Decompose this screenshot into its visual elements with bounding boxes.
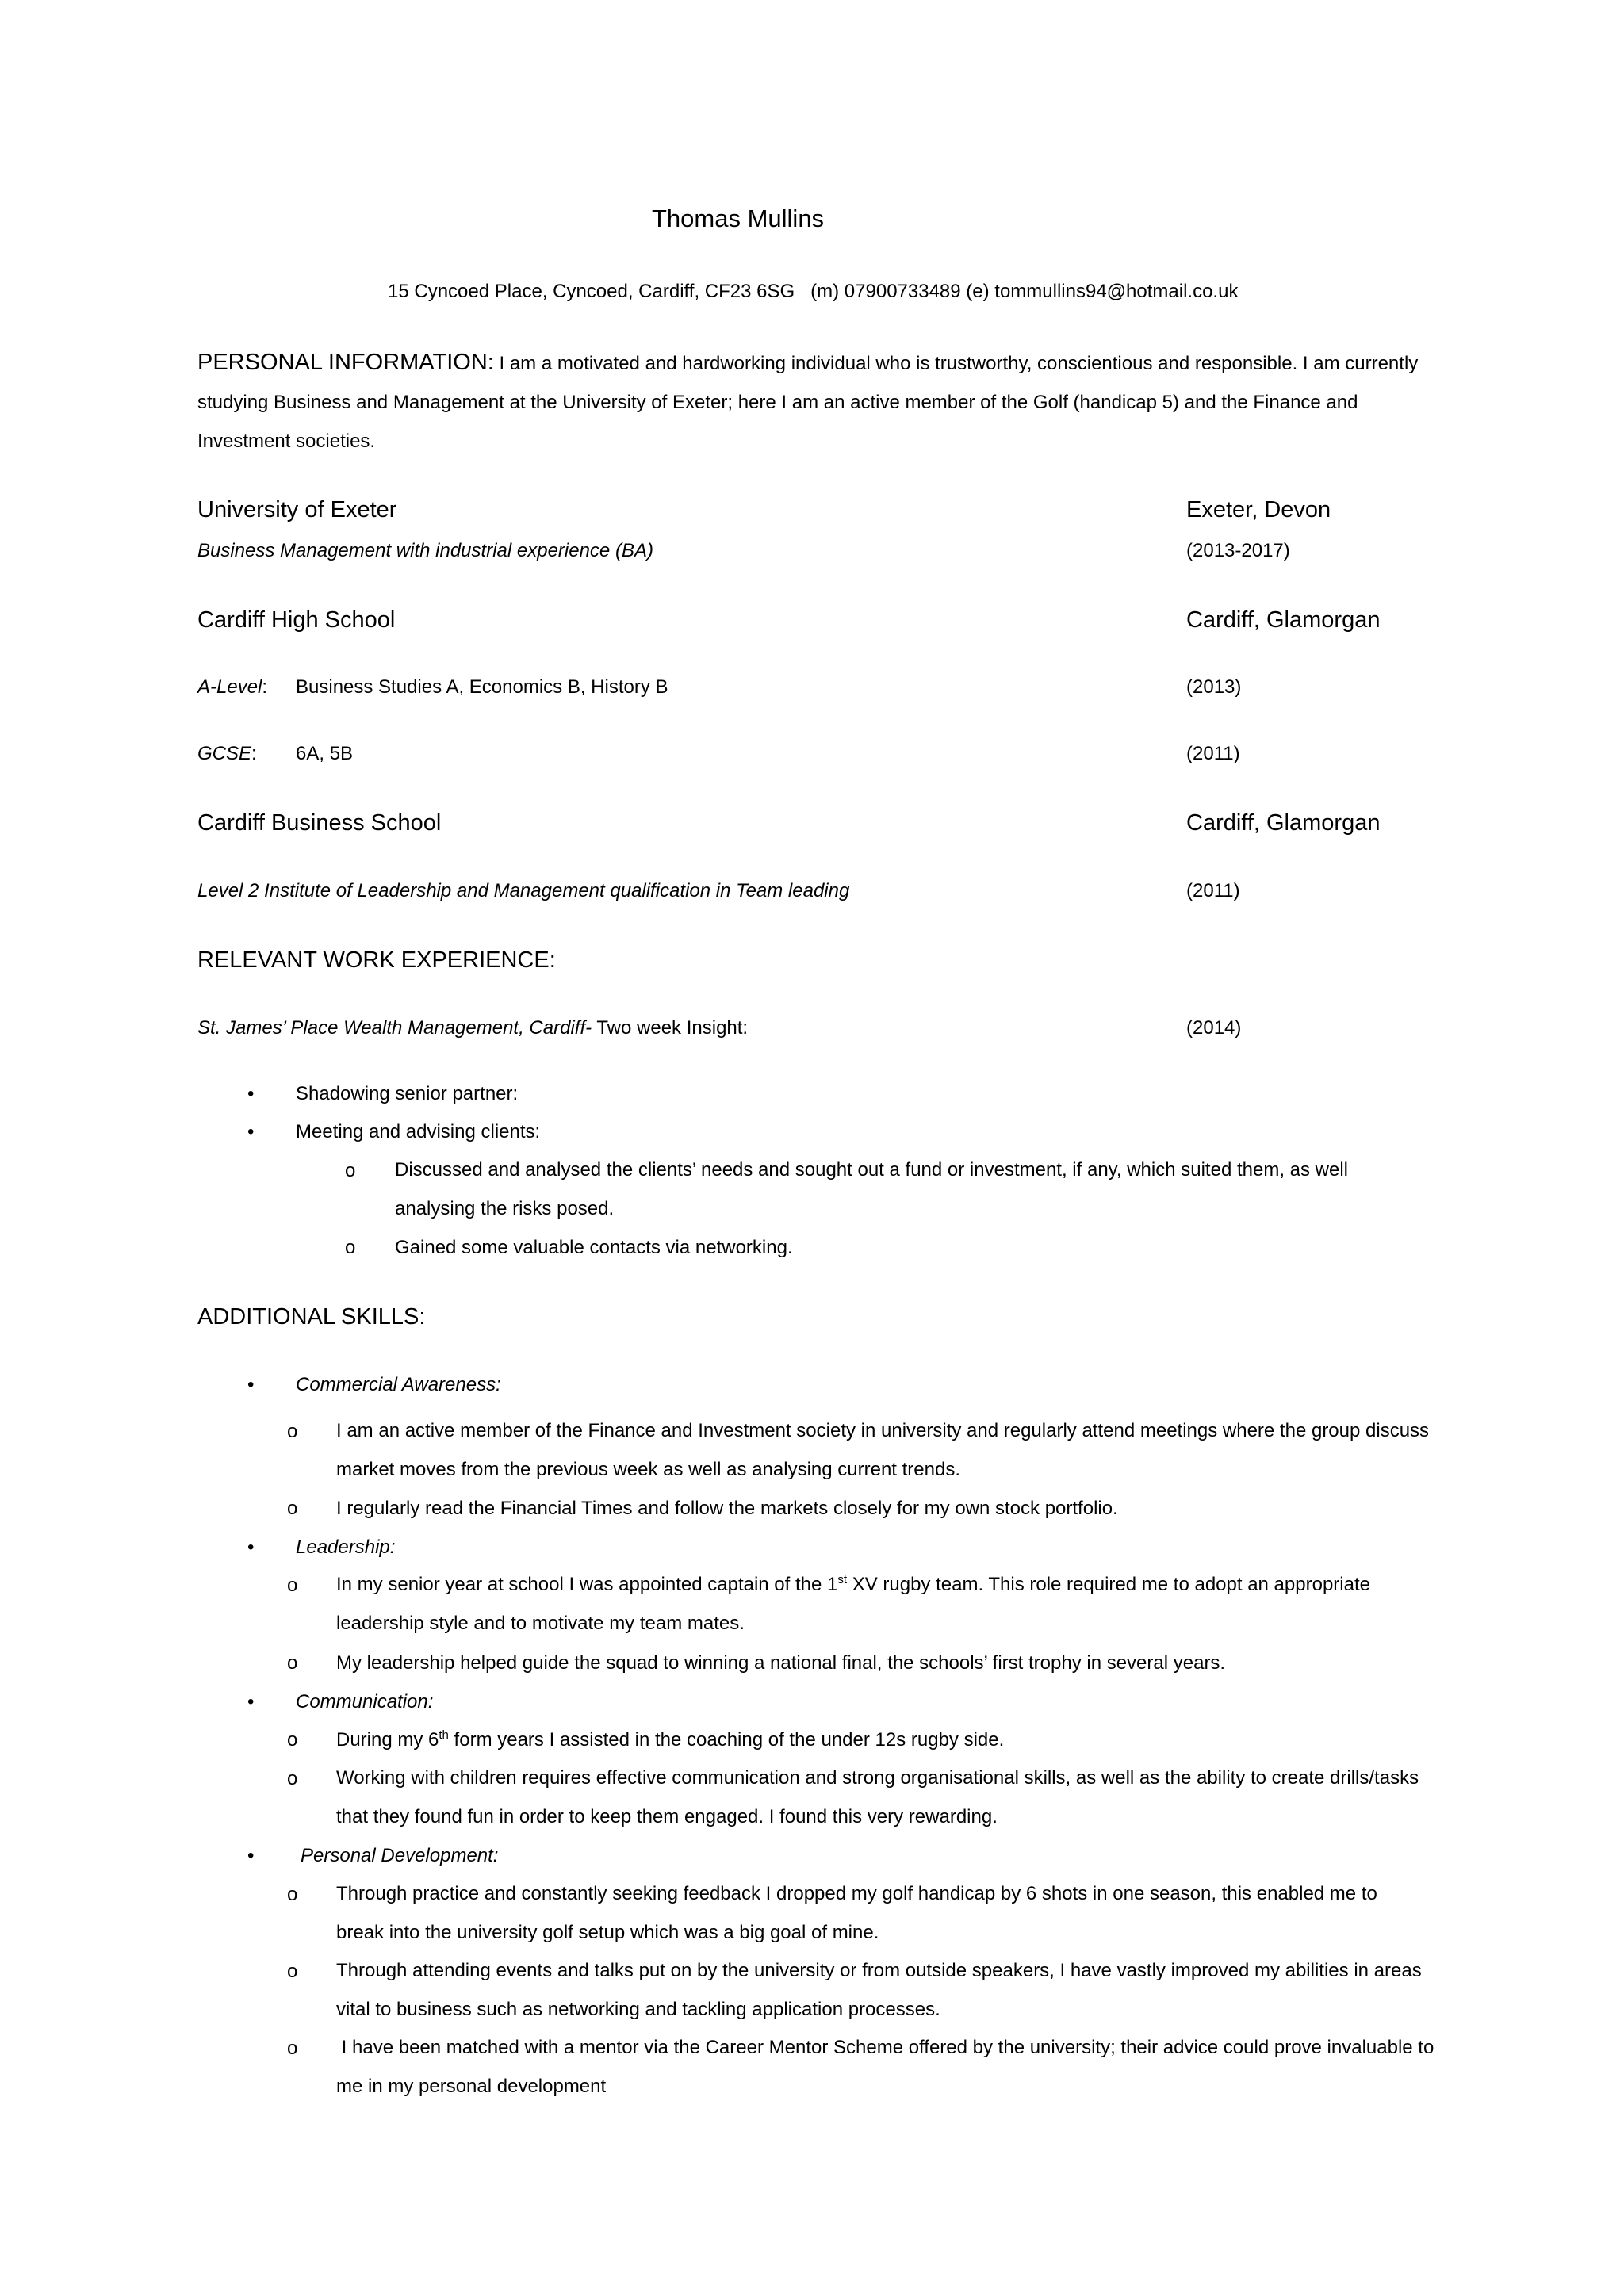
sub-bullet-marker: o <box>287 2038 298 2059</box>
high-school-location: Cardiff, Glamorgan <box>1186 607 1381 633</box>
business-school-location: Cardiff, Glamorgan <box>1186 810 1381 836</box>
sub-bullet-marker: o <box>287 1884 298 1905</box>
skill-commercial-label: Commercial Awareness: <box>296 1374 501 1395</box>
work-sub-discussed: Discussed and analysed the clients’ needs and sought out a fund or investment, if any, which suited them, as well analysing the risks posed. <box>395 1159 1349 1219</box>
bullet-marker: • <box>247 1121 255 1142</box>
work-sub-contacts: Gained some valuable contacts via networking. <box>395 1237 793 1258</box>
bullet-marker: • <box>247 1691 255 1712</box>
sub-bullet-marker: o <box>287 1575 298 1596</box>
alevel-label: A-Level: <box>197 676 268 698</box>
business-school-qualification: Level 2 Institute of Leadership and Management qualification in Team leading <box>197 880 850 901</box>
skill-communication-item2: Working with children requires effective communication and strong organisational skills, as well as the ability to create drills/tasks that they found fun in order to keep them engaged. I found this very rewarding. <box>336 1767 1419 1827</box>
contact-line: 15 Cyncoed Place, Cyncoed, Cardiff, CF23 6SG (m) 07900733489 (e) tommullins94@hotmail.co.uk <box>388 281 1239 302</box>
sub-bullet-marker: o <box>287 1729 298 1751</box>
gcse-year: (2011) <box>1186 743 1240 764</box>
personal-information-label: PERSONAL INFORMATION: <box>197 350 494 375</box>
business-school-year: (2011) <box>1186 880 1240 901</box>
skill-leadership-item1: In my senior year at school I was appointed captain of the 1st XV rugby team. This role required me to adopt an appropriate leadership style and to motivate my team mates. <box>336 1573 1370 1634</box>
sub-bullet-marker: o <box>287 1768 298 1789</box>
skill-communication-item1: During my 6th form years I assisted in the coaching of the under 12s rugby side. <box>336 1728 1005 1751</box>
skill-leadership-label: Leadership: <box>296 1536 396 1558</box>
work-role: Two week Insight: <box>592 1017 749 1039</box>
sub-bullet-marker: o <box>287 1498 298 1519</box>
skill-personal-dev-label: Personal Development: <box>301 1845 499 1866</box>
work-employer: St. James’ Place Wealth Management, Cardiff- <box>197 1017 592 1039</box>
sub-bullet-marker: o <box>345 1237 356 1258</box>
gcse-value: 6A, 5B <box>296 743 354 764</box>
skill-commercial-item1: I am an active member of the Finance and Investment society in university and regularly attend meetings where the group discuss market moves from the previous week as well as analysing current trends. <box>336 1420 1430 1480</box>
business-school-name: Cardiff Business School <box>197 810 442 836</box>
work-year: (2014) <box>1186 1017 1242 1039</box>
work-heading: RELEVANT WORK EXPERIENCE: <box>197 947 556 973</box>
skill-leadership-item2: My leadership helped guide the squad to winning a national final, the schools’ first trophy in several years. <box>336 1652 1226 1674</box>
alevel-value: Business Studies A, Economics B, History B <box>296 676 668 698</box>
bullet-marker: • <box>247 1845 255 1866</box>
exeter-course: Business Management with industrial experience (BA) <box>197 540 653 561</box>
work-entry <box>197 1017 748 1039</box>
skill-personal-dev-item2: Through attending events and talks put on by the university or from outside speakers, I have vastly improved my abilities in areas vital to business such as networking and tackling application processes. <box>336 1960 1422 2020</box>
skill-personal-dev-item3: I have been matched with a mentor via the Career Mentor Scheme offered by the university; their advice could prove invaluable to me in my personal development <box>336 2037 1439 2097</box>
high-school-name: Cardiff High School <box>197 607 396 633</box>
exeter-location: Exeter, Devon <box>1186 497 1331 522</box>
bullet-marker: • <box>247 1083 255 1104</box>
sub-bullet-marker: o <box>287 1652 298 1674</box>
exeter-dates: (2013-2017) <box>1186 540 1290 561</box>
personal-information <box>197 343 1434 461</box>
work-bullet-shadowing: Shadowing senior partner: <box>296 1083 519 1104</box>
exeter-name: University of Exeter <box>197 497 397 522</box>
skills-heading: ADDITIONAL SKILLS: <box>197 1304 426 1330</box>
bullet-marker: • <box>247 1374 255 1395</box>
cv-name: Thomas Mullins <box>652 205 825 232</box>
sub-bullet-marker: o <box>287 1421 298 1442</box>
skill-personal-dev-item1: Through practice and constantly seeking feedback I dropped my golf handicap by 6 shots in one season, this enabled me to break into the university golf setup which was a big goal of mine. <box>336 1883 1377 1943</box>
work-bullet-meeting: Meeting and advising clients: <box>296 1121 541 1142</box>
skill-communication-label: Communication: <box>296 1691 434 1712</box>
sub-bullet-marker: o <box>287 1961 298 1982</box>
gcse-label: GCSE: <box>197 743 257 764</box>
alevel-year: (2013) <box>1186 676 1242 698</box>
sub-bullet-marker: o <box>345 1160 356 1181</box>
personal-information-text: I am a motivated and hardworking individual who is trustworthy, conscientious and responsible. I am currently studying Business and Management at the University of Exeter; here I am an active member of the Golf (handicap 5) and the Finance and Investment societies. <box>197 353 1419 452</box>
bullet-marker: • <box>247 1536 255 1558</box>
skill-commercial-item2: I regularly read the Financial Times and follow the markets closely for my own stock portfolio. <box>336 1498 1118 1519</box>
